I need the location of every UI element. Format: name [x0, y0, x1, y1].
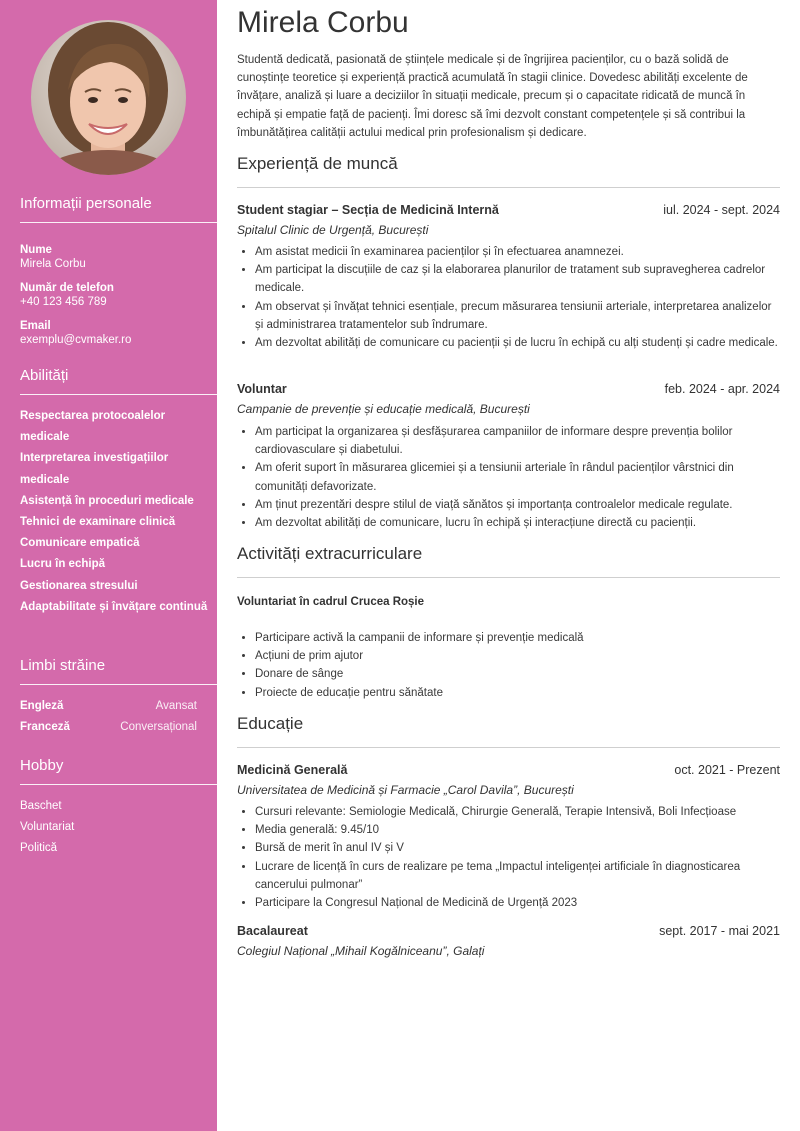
- hobby-list: [20, 796, 74, 860]
- activity-bullets: [237, 629, 780, 702]
- language-level: Avansat: [155, 700, 197, 712]
- experience-entry-header: [237, 203, 780, 217]
- list-item: • Lucrare de licență în curs de realizare pe tema „Impactul inteligenței artificiale în diagnosticarea cancerului pulmonar”: [255, 858, 780, 894]
- hobby-item: Voluntariat: [20, 821, 75, 834]
- skill-item: Interpretarea investigațiilor medicale: [20, 452, 169, 486]
- list-item: • Media generală: 9.45/10: [255, 821, 780, 839]
- list-item: • Participare la Congresul Național de Medicină de Urgență 2023: [255, 894, 780, 912]
- list-item: • Donare de sânge: [255, 665, 780, 683]
- job-date: feb. 2024 - apr. 2024: [664, 382, 780, 396]
- list-item: • Cursuri relevante: Semiologie Medicală, Chirurgie Generală, Terapie Intensivă, Boli Infecțioase: [255, 803, 780, 821]
- divider: [20, 784, 217, 785]
- activity-title: Voluntariat în cadrul Crucea Roșie: [237, 596, 425, 608]
- phone-value: +40 123 456 789: [20, 296, 107, 308]
- skill-item: Asistență în proceduri medicale: [20, 494, 194, 507]
- skill-item: Comunicare empatică: [20, 537, 140, 550]
- language-row: [20, 721, 197, 733]
- job-place: Spitalul Clinic de Urgență, București: [237, 223, 429, 237]
- divider: [237, 577, 780, 578]
- list-item: • Am participat la discuțiile de caz și la elaborarea planurilor de tratament sub supravegherea cadrelor medicale.: [255, 261, 780, 297]
- degree-title: Medicină Generală: [237, 763, 348, 777]
- candidate-name: Mirela Corbu: [237, 6, 409, 39]
- skill-item: Gestionarea stresului: [20, 579, 138, 592]
- skills-list: [20, 406, 210, 618]
- profile-summary: Studentă dedicată, pasionată de științele medicale și de îngrijirea pacienților, cu o bază solidă de cunoștințe teoretice și experiență practică acumulată în stagii clinice. Dovedesc abilități excelente de învățare, analiză și luare a deciziilor în situații medicale, precum și o capacitate ridicată de muncă în echipă și empatie față de pacienți. Îmi doresc să îmi dezvolt constant competențele și să contribui la îmbunătățirea calității actului medical prin profesionalism și dedicare.: [237, 54, 748, 139]
- skill-item: Adaptabilitate și învățare continuă: [20, 600, 208, 613]
- job-title: Voluntar: [237, 382, 287, 396]
- degree-date: oct. 2021 - Prezent: [674, 763, 780, 777]
- education-entry-header: [237, 763, 780, 777]
- hobby-item: Baschet: [20, 800, 62, 812]
- job-place: Campanie de prevenție și educație medicală, București: [237, 402, 530, 416]
- education-bullets: [237, 803, 780, 912]
- job-title: Student stagiar – Secția de Medicină Internă: [237, 203, 499, 217]
- experience-title: Experiență de muncă: [237, 154, 398, 173]
- list-item: • Participare activă la campanii de informare și prevenție medicală: [255, 629, 780, 647]
- languages-title: Limbi străine: [20, 657, 106, 674]
- language-name: Franceză: [20, 721, 70, 733]
- list-item: • Am participat la organizarea și desfășurarea campaniilor de informare despre prevenția bolilor cardiovasculare și diabetului.: [255, 423, 780, 459]
- skills-title: Abilități: [20, 367, 69, 384]
- email-value: exemplu@cvmaker.ro: [20, 334, 132, 346]
- name-label: Nume: [20, 244, 52, 256]
- divider: [20, 684, 217, 685]
- list-item: • Am dezvoltat abilități de comunicare, lucru în echipă și interacțiune directă cu pacienții.: [255, 514, 780, 532]
- list-item: • Am observat și învățat tehnici esențiale, precum măsurarea tensiunii arteriale, interpretarea analizelor și administrarea tratamentelor sub îndrumare.: [255, 298, 780, 334]
- school-name: Universitatea de Medicină și Farmacie „Carol Davila”, București: [237, 783, 574, 797]
- language-row: [20, 700, 197, 712]
- list-item: • Am oferit suport în măsurarea glicemiei și a tensiunii arteriale în rândul pacienților vârstnici din comunități defavorizate.: [255, 459, 780, 495]
- degree-date: sept. 2017 - mai 2021: [659, 924, 780, 938]
- profile-photo: [31, 20, 186, 175]
- list-item: • Acțiuni de prim ajutor: [255, 647, 780, 665]
- hobby-title: Hobby: [20, 757, 64, 774]
- degree-title: Bacalaureat: [237, 924, 308, 938]
- divider: [237, 187, 780, 188]
- experience-entry-header: [237, 382, 780, 396]
- list-item: • Bursă de merit în anul IV și V: [255, 839, 780, 857]
- sidebar: [0, 0, 217, 1131]
- divider: [20, 394, 217, 395]
- list-item: • Am ținut prezentări despre stilul de viață sănătos și importanța controalelor medicale regulate.: [255, 496, 780, 514]
- list-item: • Am dezvoltat abilități de comunicare cu pacienții și de lucru în echipă cu alți studenți și cadre medicale.: [255, 334, 780, 352]
- school-name: Colegiul Național „Mihail Kogălniceanu”, Galați: [237, 944, 485, 958]
- activities-title: Activități extracurriculare: [237, 544, 423, 563]
- skill-item: Respectarea protocoalelor medicale: [20, 410, 166, 444]
- list-item: • Am asistat medicii în examinarea pacienților și în efectuarea anamnezei.: [255, 243, 780, 261]
- personal-info-title: Informații personale: [20, 195, 152, 212]
- phone-label: Număr de telefon: [20, 282, 114, 294]
- skill-item: Lucru în echipă: [20, 558, 105, 571]
- job-bullets: [237, 243, 780, 352]
- job-date: iul. 2024 - sept. 2024: [663, 203, 780, 217]
- list-item: • Proiecte de educație pentru sănătate: [255, 684, 780, 702]
- job-bullets: [237, 423, 780, 532]
- hobby-item: Politică: [20, 842, 58, 855]
- name-value: Mirela Corbu: [20, 258, 86, 270]
- divider: [20, 222, 217, 223]
- skill-item: Tehnici de examinare clinică: [20, 516, 176, 529]
- education-title: Educație: [237, 714, 304, 733]
- language-name: Engleză: [20, 700, 64, 712]
- language-level: Conversațional: [120, 721, 197, 733]
- divider: [237, 747, 780, 748]
- email-label: Email: [20, 320, 51, 332]
- education-entry-header: [237, 924, 780, 938]
